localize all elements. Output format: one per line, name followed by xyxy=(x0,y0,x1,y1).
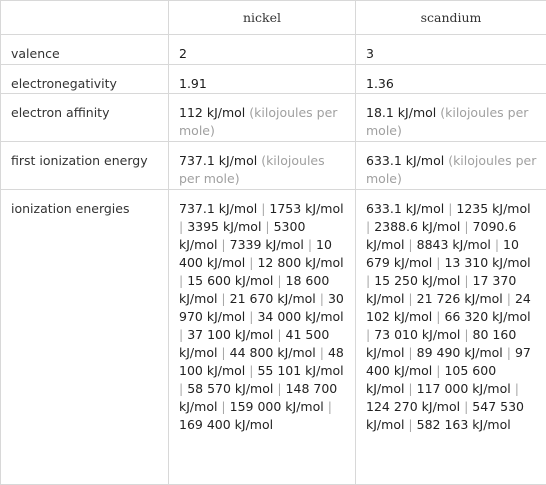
list-separator: | xyxy=(464,399,469,414)
unit-name-text: (kilojoules per mole) xyxy=(366,105,529,138)
list-separator: | xyxy=(506,345,511,360)
ionization-value: 24 102 kJ/mol xyxy=(366,291,531,324)
cell-scandium-valence: 3 xyxy=(356,35,546,65)
ionization-value: 159 000 kJ/mol xyxy=(229,399,324,414)
cell-scandium-ionization-energies xyxy=(356,190,546,485)
ionization-value: 10 679 kJ/mol xyxy=(366,237,519,270)
list-separator: | xyxy=(436,309,441,324)
list-separator: | xyxy=(307,237,313,252)
list-separator: | xyxy=(221,291,226,306)
list-separator: | xyxy=(408,291,413,306)
list-separator: | xyxy=(506,291,511,306)
value-text: 633.1 kJ/mol xyxy=(366,153,445,168)
ionization-value: 3395 kJ/mol xyxy=(187,219,262,234)
ionization-value: 18 600 kJ/mol xyxy=(179,273,330,306)
header-row xyxy=(1,1,546,35)
cell-scandium-first-ionization-energy xyxy=(356,142,546,190)
list-separator: | xyxy=(366,273,371,288)
ionization-value: 1235 kJ/mol xyxy=(456,201,531,216)
ionization-value: 12 800 kJ/mol xyxy=(257,255,344,270)
ionization-value: 44 800 kJ/mol xyxy=(229,345,316,360)
list-separator: | xyxy=(408,381,413,396)
list-separator: | xyxy=(464,273,469,288)
row-label-first-ionization-energy: first ionization energy xyxy=(1,142,169,190)
row-electron-affinity xyxy=(1,94,546,142)
ionization-value: 34 000 kJ/mol xyxy=(257,309,344,324)
ionization-value: 48 100 kJ/mol xyxy=(179,345,344,378)
list-separator: | xyxy=(261,201,266,216)
ionization-value: 15 600 kJ/mol xyxy=(187,273,274,288)
list-separator: | xyxy=(221,237,226,252)
value-text: 18.1 kJ/mol xyxy=(366,105,437,120)
ionization-value: 1753 kJ/mol xyxy=(269,201,344,216)
ionization-value: 17 370 kJ/mol xyxy=(366,273,517,306)
ionization-value: 13 310 kJ/mol xyxy=(444,255,531,270)
ionization-value: 66 320 kJ/mol xyxy=(444,309,531,324)
list-separator: | xyxy=(327,399,332,414)
ionization-value: 117 000 kJ/mol xyxy=(416,381,511,396)
ionization-value: 10 400 kJ/mol xyxy=(179,237,332,270)
list-separator: | xyxy=(514,381,519,396)
ionization-value: 21 726 kJ/mol xyxy=(416,291,503,306)
cell-scandium-electronegativity: 1.36 xyxy=(356,65,546,94)
ionization-value: 30 970 kJ/mol xyxy=(179,291,344,324)
row-ionization-energies xyxy=(1,190,546,485)
ionization-value: 89 490 kJ/mol xyxy=(416,345,503,360)
row-electronegativity xyxy=(1,65,546,94)
ionization-value: 124 270 kJ/mol xyxy=(366,399,461,414)
list-separator: | xyxy=(277,381,282,396)
row-label-electron-affinity: electron affinity xyxy=(1,94,169,142)
ionization-value: 105 600 kJ/mol xyxy=(366,363,497,396)
ionization-value: 148 700 kJ/mol xyxy=(179,381,338,414)
list-separator: | xyxy=(464,219,469,234)
ionization-value: 737.1 kJ/mol xyxy=(179,201,258,216)
ionization-value: 169 400 kJ/mol xyxy=(179,417,274,432)
ionization-value: 15 250 kJ/mol xyxy=(374,273,461,288)
list-separator: | xyxy=(277,327,282,342)
cell-scandium-electron-affinity xyxy=(356,94,546,142)
list-separator: | xyxy=(221,399,226,414)
ionization-value: 73 010 kJ/mol xyxy=(374,327,461,342)
ionization-value: 7339 kJ/mol xyxy=(229,237,304,252)
list-separator: | xyxy=(179,381,184,396)
row-label-valence: valence xyxy=(1,35,169,65)
ionization-value: 547 530 kJ/mol xyxy=(366,399,524,432)
ionization-value: 97 400 kJ/mol xyxy=(366,345,531,378)
list-separator: | xyxy=(221,345,226,360)
value-text: 737.1 kJ/mol xyxy=(179,153,258,168)
cell-nickel-valence: 2 xyxy=(169,35,356,65)
row-label-electronegativity: electronegativity xyxy=(1,65,169,94)
ionization-value: 58 570 kJ/mol xyxy=(187,381,274,396)
list-separator: | xyxy=(179,219,184,234)
list-separator: | xyxy=(448,201,453,216)
list-separator: | xyxy=(366,327,371,342)
list-separator: | xyxy=(436,363,441,378)
list-separator: | xyxy=(179,273,184,288)
list-separator: | xyxy=(494,237,500,252)
cell-nickel-electronegativity: 1.91 xyxy=(169,65,356,94)
ionization-value: 55 101 kJ/mol xyxy=(257,363,344,378)
cell-nickel-electron-affinity xyxy=(169,94,356,142)
list-separator: | xyxy=(319,345,324,360)
header-nickel: nickel xyxy=(169,1,356,35)
list-separator: | xyxy=(249,363,254,378)
row-first-ionization-energy xyxy=(1,142,546,190)
cell-nickel-ionization-energies xyxy=(169,190,356,485)
list-separator: | xyxy=(366,219,371,234)
ionization-value: 633.1 kJ/mol xyxy=(366,201,445,216)
unit-name-text: (kilojoules per mole) xyxy=(179,105,338,138)
ionization-value: 7090.6 kJ/mol xyxy=(366,219,517,252)
cell-nickel-first-ionization-energy xyxy=(169,142,356,190)
unit-name-text: (kilojoules per mole) xyxy=(179,153,325,186)
list-separator: | xyxy=(464,327,469,342)
header-scandium: scandium xyxy=(356,1,546,35)
ionization-value: 21 670 kJ/mol xyxy=(229,291,316,306)
ionization-value: 582 163 kJ/mol xyxy=(416,417,511,432)
list-separator: | xyxy=(249,255,254,270)
list-separator: | xyxy=(436,255,441,270)
list-separator: | xyxy=(249,309,254,324)
value-text: 112 kJ/mol xyxy=(179,105,246,120)
ionization-value: 8843 kJ/mol xyxy=(416,237,491,252)
list-separator: | xyxy=(179,327,184,342)
list-separator: | xyxy=(408,345,413,360)
ionization-value: 41 500 kJ/mol xyxy=(179,327,330,360)
ionization-value: 37 100 kJ/mol xyxy=(187,327,274,342)
row-label-ionization-energies: ionization energies xyxy=(1,190,169,485)
header-empty xyxy=(1,1,169,35)
unit-name-text: (kilojoules per mole) xyxy=(366,153,537,186)
row-valence xyxy=(1,35,546,65)
list-separator: | xyxy=(319,291,324,306)
ionization-value: 80 160 kJ/mol xyxy=(366,327,517,360)
list-separator: | xyxy=(408,417,413,432)
ionization-value: 2388.6 kJ/mol xyxy=(374,219,461,234)
list-separator: | xyxy=(277,273,282,288)
list-separator: | xyxy=(265,219,270,234)
ionization-value: 5300 kJ/mol xyxy=(179,219,306,252)
list-separator: | xyxy=(408,237,413,252)
